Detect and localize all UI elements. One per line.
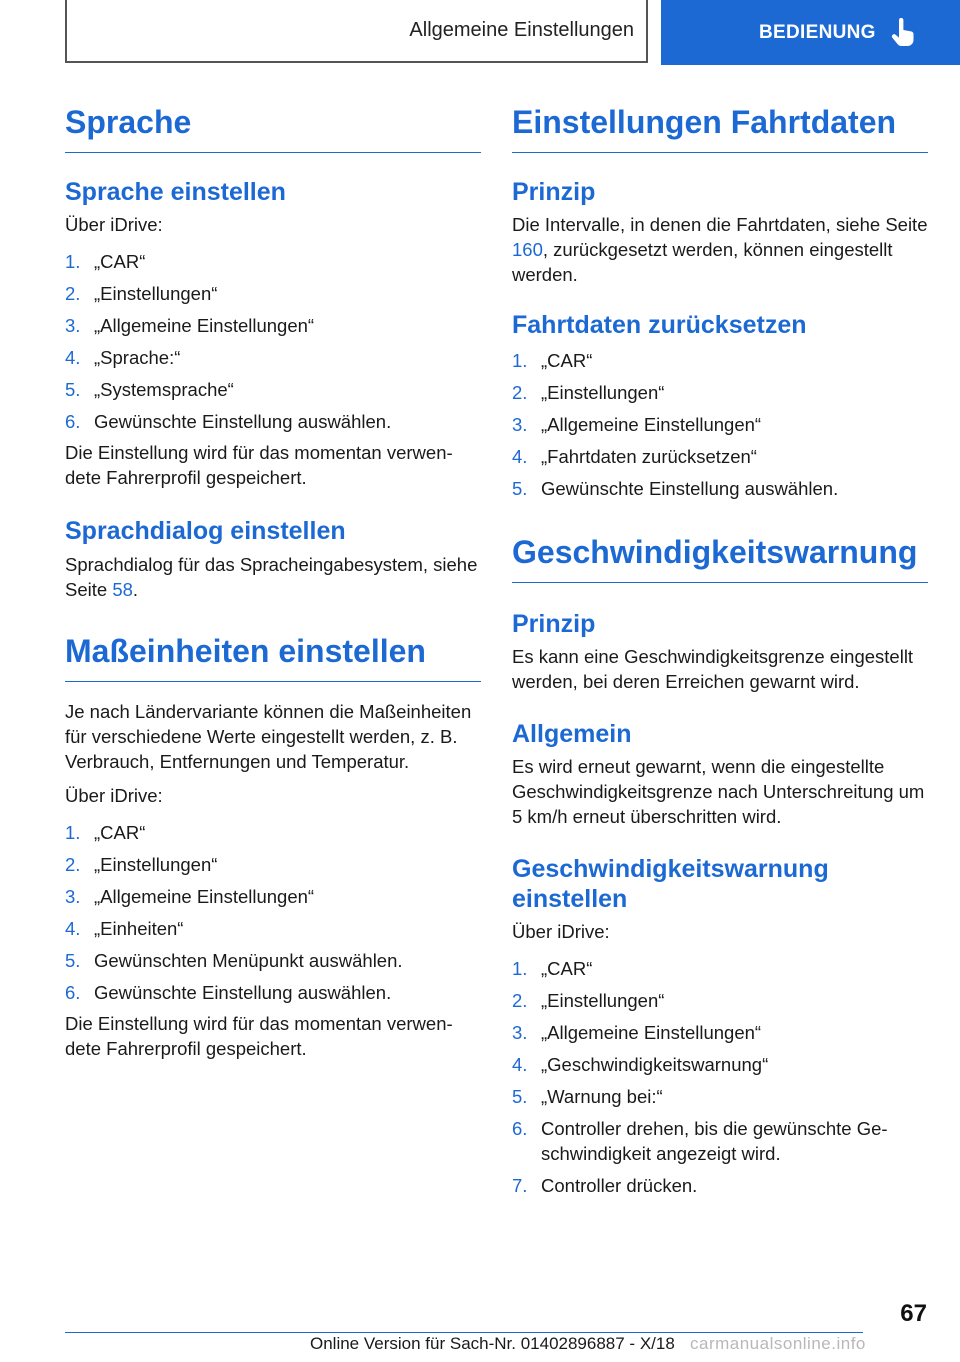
- zuruecksetzen-heading: Fahrtdaten zurücksetzen: [512, 311, 807, 339]
- list-item: 1. „CAR“: [65, 822, 146, 843]
- list-item: 1. „CAR“: [65, 251, 146, 272]
- list-item: 4. „Geschwindigkeitswarnung“: [512, 1054, 769, 1075]
- list-item: 2. „Einstellungen“: [512, 990, 665, 1011]
- list-item: 3. „Allgemeine Einstellungen“: [65, 886, 315, 907]
- sprache-einstellen-heading: Sprache einstellen: [65, 178, 286, 206]
- list-item: 7. Controller drücken.: [512, 1175, 698, 1196]
- warnung-einstellen-heading: Geschwindigkeitswarnung einstellen: [512, 855, 829, 913]
- masseinheiten-heading: Maßeinheiten einstellen: [65, 627, 481, 682]
- list-item: 1. „CAR“: [512, 958, 593, 979]
- masseinheiten-text: Je nach Ländervariante können die Maßeinheiten für verschiedene Werte eingestellt werden, z. B. Verbrauch, Entfernungen und Temperatur.: [65, 701, 472, 772]
- list-item: 2. „Einstellungen“: [65, 283, 218, 304]
- list-item: 6. Controller drehen, bis die gewünschte Geschwindigkeit angezeigt wird.: [512, 1118, 888, 1164]
- sprachdialog-heading: Sprachdialog einstellen: [65, 517, 346, 545]
- page-reference-link[interactable]: 58: [112, 579, 133, 600]
- watermark: carmanualsonline.info: [690, 1334, 866, 1353]
- list-item: 4. „Einheiten“: [65, 918, 184, 939]
- list-item: 5. Gewünschte Einstellung auswählen.: [512, 478, 839, 499]
- page-reference-link[interactable]: 160: [512, 239, 543, 260]
- zuruecksetzen-steps-list: [512, 348, 928, 501]
- sprachdialog-text: Sprachdialog für das Spracheingabesystem, siehe Seite 58.: [65, 554, 478, 600]
- list-item: 3. „Allgemeine Einstellungen“: [512, 1022, 762, 1043]
- prinzip-text: Die Intervalle, in denen die Fahrtdaten, siehe Seite 160, zurückgesetzt werden, können eingestellt werden.: [512, 214, 928, 285]
- fahrtdaten-heading: Einstellungen Fahrtdaten: [512, 98, 928, 153]
- chapter-tab: [661, 0, 960, 65]
- ueber-idrive-text: Über iDrive:: [65, 785, 163, 806]
- sprache-note: Die Einstellung wird für das momentan verwendete Fahrerprofil gespeichert.: [65, 442, 453, 488]
- sprache-heading: Sprache: [65, 98, 481, 153]
- masseinheiten-note: Die Einstellung wird für das momentan verwendete Fahrerprofil gespeichert.: [65, 1013, 453, 1059]
- list-item: 5. Gewünschten Menüpunkt auswählen.: [65, 950, 403, 971]
- sprache-steps-list: [65, 249, 481, 434]
- online-version-text: Online Version für Sach-Nr. 01402896887 - X/18: [310, 1334, 675, 1353]
- masseinheiten-steps-list: [65, 820, 481, 1005]
- right-column: [512, 98, 928, 1198]
- allgemein-text: Es wird erneut gewarnt, wenn die eingestellte Geschwindigkeitsgrenze nach Unterschreitung um 5 km/h erneut überschritten wird.: [512, 756, 925, 827]
- list-item: 1. „CAR“: [512, 350, 593, 371]
- list-item: 3. „Allgemeine Einstellungen“: [512, 414, 762, 435]
- list-item: 3. „Allgemeine Einstellungen“: [65, 315, 315, 336]
- list-item: 5. „Warnung bei:“: [512, 1086, 663, 1107]
- allgemein-heading: Allgemein: [512, 720, 632, 748]
- prinzip-heading: Prinzip: [512, 178, 596, 206]
- list-item: 6. Gewünschte Einstellung auswählen.: [65, 982, 392, 1003]
- left-column: [65, 98, 481, 1061]
- list-item: 5. „Systemsprache“: [65, 379, 234, 400]
- hand-pointer-icon: [890, 18, 916, 48]
- list-item: 6. Gewünschte Einstellung auswählen.: [65, 411, 392, 432]
- prinzip-heading: Prinzip: [512, 610, 596, 638]
- section-header-box: [65, 0, 648, 63]
- list-item: 4. „Sprache:“: [65, 347, 181, 368]
- footer-divider: [65, 1332, 863, 1333]
- list-item: 2. „Einstellungen“: [512, 382, 665, 403]
- section-title: Allgemeine Einstellungen: [409, 19, 634, 41]
- ueber-idrive-text: Über iDrive:: [65, 214, 163, 235]
- warnung-heading: Geschwindigkeitswarnung: [512, 528, 928, 583]
- warnung-steps-list: [512, 956, 928, 1198]
- ueber-idrive-text: Über iDrive:: [512, 921, 610, 942]
- chapter-label: BEDIENUNG: [759, 21, 876, 43]
- page-number: 67: [900, 1300, 927, 1327]
- warnung-prinzip-text: Es kann eine Geschwindigkeitsgrenze eingestellt werden, bei deren Erreichen gewarnt wird.: [512, 646, 914, 692]
- page-header: [0, 0, 960, 66]
- list-item: 2. „Einstellungen“: [65, 854, 218, 875]
- list-item: 4. „Fahrtdaten zurücksetzen“: [512, 446, 757, 467]
